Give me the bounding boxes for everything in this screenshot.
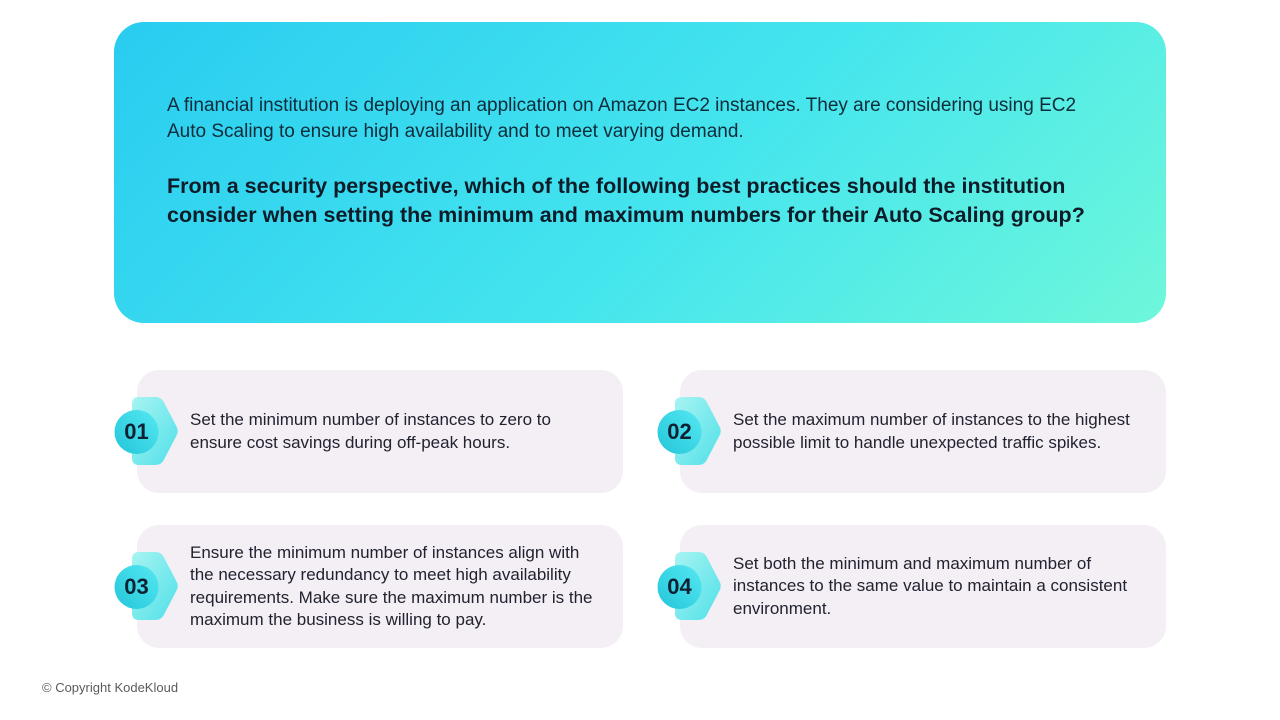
- option-card-03[interactable]: [124, 525, 623, 648]
- question-text: From a security perspective, which of the following best practices should the institution consider when setting the minimum and maximum numbers for their Auto Scaling group?: [167, 174, 1085, 227]
- question-card: [114, 22, 1166, 323]
- option-03-text: Ensure the minimum number of instances align with the necessary redundancy to meet high availability requirements. Make sure the maximum number is the maximum the business is willing to pay.: [190, 542, 593, 629]
- option-03-number-badge-icon: [114, 549, 182, 625]
- question-intro-text: A financial institution is deploying an application on Amazon EC2 instances. They are considering using EC2 Auto Scaling to ensure high availability and to meet varying demand.: [167, 95, 1077, 142]
- option-card-04[interactable]: [667, 525, 1166, 648]
- option-02-number: 02: [667, 418, 692, 444]
- option-01-number: 01: [124, 418, 149, 444]
- option-03-number: 03: [124, 573, 149, 599]
- option-card-02[interactable]: [667, 370, 1166, 493]
- option-04-number-badge-icon: [657, 549, 725, 625]
- option-02-text: Set the maximum number of instances to the highest possible limit to handle unexpected traffic spikes.: [733, 410, 1130, 452]
- option-01-text: Set the minimum number of instances to zero to ensure cost savings during off-peak hours.: [190, 410, 551, 452]
- option-02-number-badge-icon: [657, 394, 725, 470]
- copyright-notice: © Copyright KodeKloud: [42, 680, 179, 695]
- option-04-text: Set both the minimum and maximum number of instances to the same value to maintain a consistent environment.: [733, 553, 1128, 618]
- option-04-number: 04: [667, 573, 692, 599]
- option-card-01[interactable]: [124, 370, 623, 493]
- option-01-number-badge-icon: [114, 394, 182, 470]
